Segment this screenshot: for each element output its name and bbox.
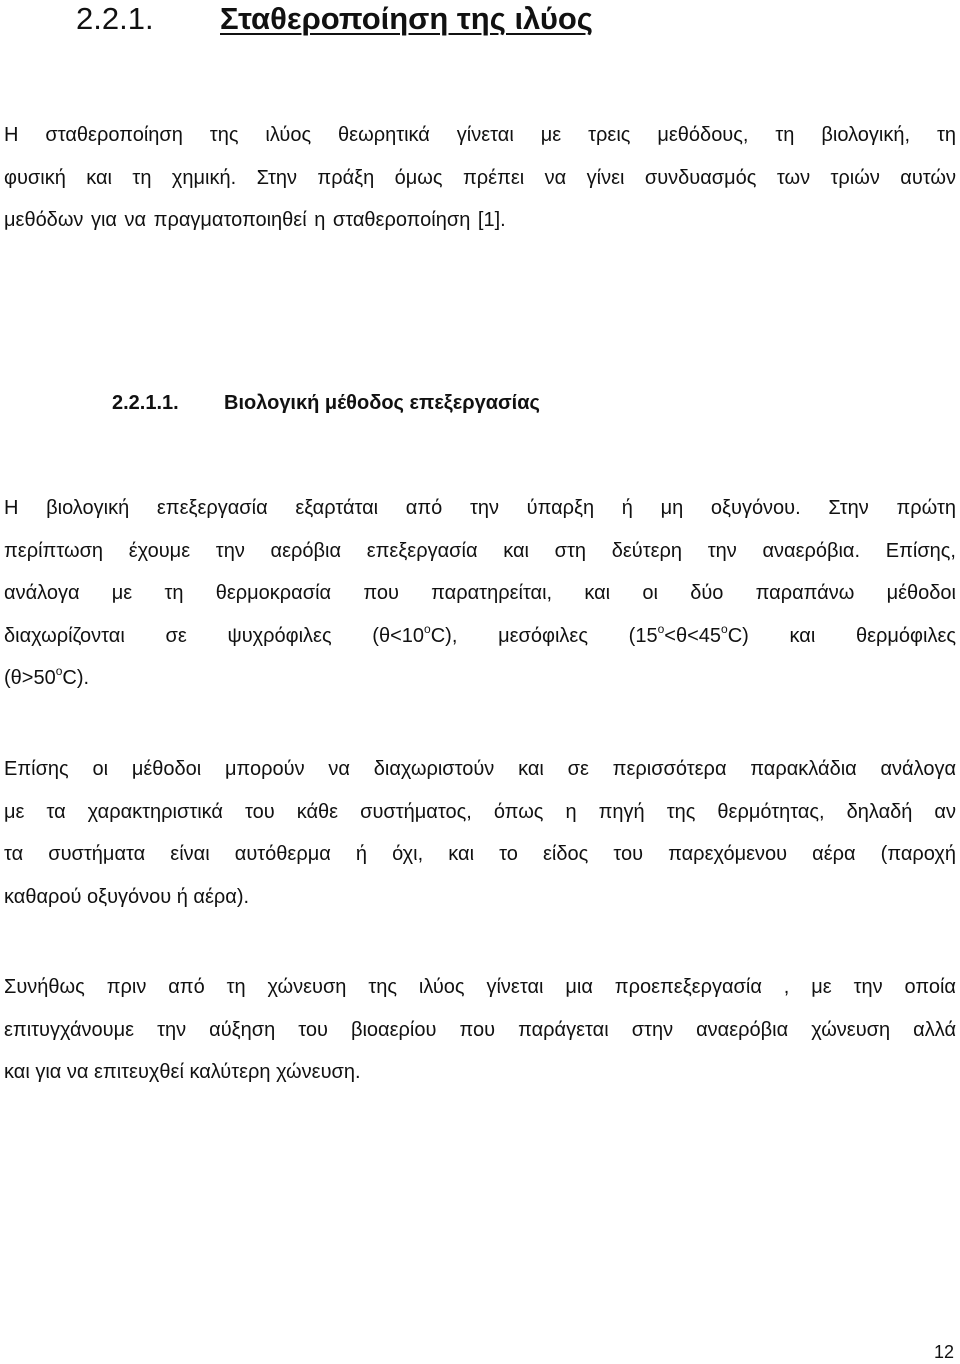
paragraph-line-with-temperature bbox=[4, 657, 956, 700]
paragraph-line: ανάλογα με τη θερμοκρασία που παρατηρείται, και οι δύο παραπάνω μέθοδοι bbox=[4, 582, 956, 604]
subsection-heading bbox=[112, 388, 540, 418]
paragraph-line: επιτυγχάνουμε την αύξηση του βιοαερίου που παράγεται στην αναερόβια χώνευση αλλά bbox=[4, 1018, 956, 1041]
biological-paragraph bbox=[4, 487, 956, 700]
paragraph-line: φυσική και τη χημική. Στην πράξη όμως πρέπει να γίνει συνδυασμός των τριών αυτών bbox=[4, 166, 956, 189]
paragraph-line: με τα χαρακτηριστικά του κάθε συστήματος, όπως η πηγή της θερμότητας, δηλαδή αν bbox=[4, 800, 956, 823]
paragraph-line: Συνήθως πριν από τη χώνευση της ιλύος γίνεται μια προεπεξεργασία , με την οποία bbox=[4, 976, 956, 998]
paragraph-line: Η βιολογική επεξεργασία εξαρτάται από την ύπαρξη ή μη οξυγόνου. Στην πρώτη bbox=[4, 497, 956, 519]
subsection-title: Βιολογική μέθοδος επεξεργασίας bbox=[224, 392, 540, 414]
paragraph-line: Επίσης οι μέθοδοι μπορούν να διαχωριστούν και σε περισσότερα παρακλάδια ανάλογα bbox=[4, 758, 956, 780]
text-fragment: C). bbox=[62, 667, 90, 689]
degree-superscript: o bbox=[55, 664, 63, 678]
section-number: 2.2.1. bbox=[76, 1, 154, 36]
page-number: 12 bbox=[933, 1342, 954, 1362]
degree-superscript: o bbox=[424, 621, 431, 636]
degree-superscript: o bbox=[721, 621, 728, 636]
subdivision-paragraph bbox=[4, 748, 956, 918]
text-fragment: διαχωρίζονται σε ψυχρόφιλες (θ<10 bbox=[4, 624, 425, 647]
paragraph-line: καθαρού οξυγόνου ή αέρα). bbox=[4, 885, 250, 908]
text-fragment: C) και θερμόφιλες bbox=[727, 624, 956, 647]
paragraph-line: περίπτωση έχουμε την αερόβια επεξεργασία και στη δεύτερη την αναερόβια. Επίσης, bbox=[4, 539, 956, 562]
pretreatment-paragraph bbox=[4, 966, 956, 1094]
paragraph-line: τα συστήματα είναι αυτόθερμα ή όχι, και το είδος του παρεχόμενου αέρα (παροχή bbox=[4, 843, 956, 865]
degree-superscript: o bbox=[657, 621, 665, 636]
section-title: Σταθεροποίηση της ιλύος bbox=[220, 1, 593, 36]
paragraph-line: μεθόδων για να πραγματοποιηθεί η σταθεροποίηση [1]. bbox=[4, 209, 506, 231]
paragraph-line-with-temperatures bbox=[4, 615, 956, 658]
text-fragment: (θ>50 bbox=[4, 667, 56, 689]
text-fragment: <θ<45 bbox=[664, 624, 721, 647]
intro-paragraph bbox=[4, 114, 956, 242]
section-heading bbox=[76, 0, 593, 38]
text-fragment: C), μεσόφιλες (15 bbox=[430, 624, 658, 647]
paragraph-line: και για να επιτευχθεί καλύτερη χώνευση. bbox=[4, 1061, 361, 1083]
subsection-number: 2.2.1.1. bbox=[112, 392, 179, 414]
paragraph-line: Η σταθεροποίηση της ιλύος θεωρητικά γίνεται με τρεις μεθόδους, τη βιολογική, τη bbox=[4, 124, 956, 146]
